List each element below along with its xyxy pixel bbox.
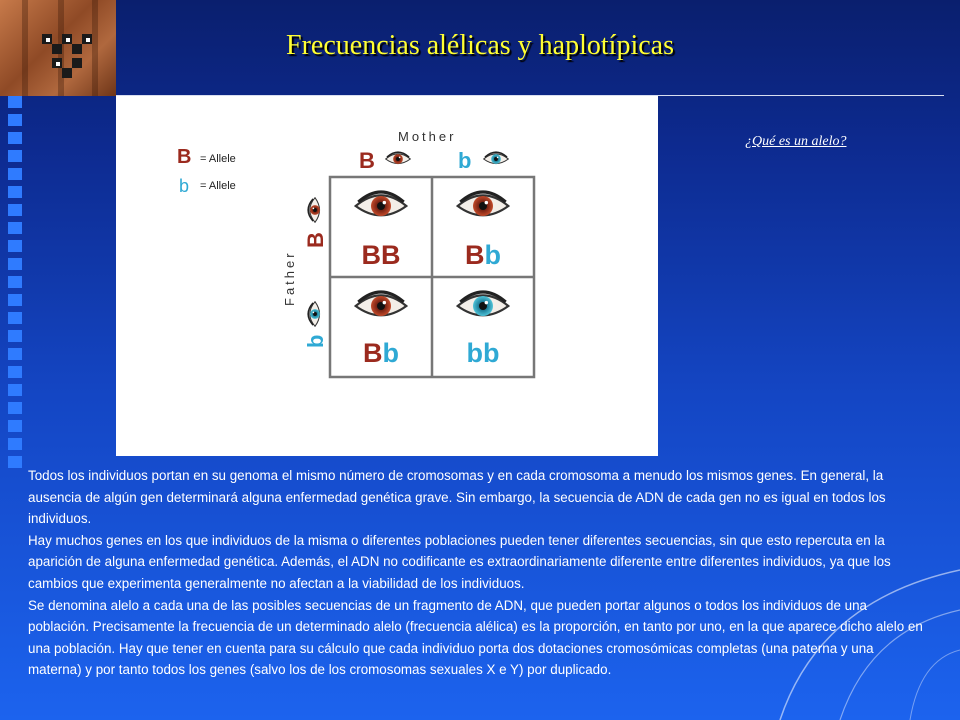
legend-recessive-text: = Allele bbox=[200, 180, 236, 192]
body-paragraph: Todos los individuos portan en su genoma el mismo número de cromosomas y en cada cromosoma a menudo los mismos genes. En general, la ausencia de algún gen determinará alguna enfermedad genética grave. Sin embargo, la secuencia de ADN de cada gen no es igual en todos los individuos. bbox=[28, 468, 886, 527]
cell-Bb-bottom bbox=[356, 292, 407, 368]
slide-title: Frecuencias alélicas y haplotípicas bbox=[286, 30, 674, 61]
side-square bbox=[8, 258, 22, 270]
punnett-square-diagram bbox=[116, 96, 658, 456]
side-square bbox=[8, 456, 22, 468]
mother-blue-eye-icon bbox=[484, 152, 509, 164]
university-logo bbox=[0, 0, 116, 96]
father-label: Father bbox=[282, 250, 297, 306]
cell-BB bbox=[356, 192, 407, 270]
side-square bbox=[8, 96, 22, 108]
father-allele-dominant: B bbox=[303, 232, 328, 248]
body-paragraph: Se denomina alelo a cada una de las posibles secuencias de un fragmento de ADN, que pueden portar algunos o todos los individuos de una población. Precisamente la frecuencia de un determinado alelo (frecuencia alélica) es la proporción, en tanto por uno, en la que aparece dicho alelo en una población. Hay que tener en cuenta para su cálculo que cada individuo porta dos dotaciones cromosómicas completas (una paterna y una materna) y por tanto todos los genes (salvo los de los cromosomas sexuales X e Y) por duplicado. bbox=[28, 597, 923, 678]
father-brown-eye-icon bbox=[308, 198, 320, 223]
side-square bbox=[8, 240, 22, 252]
side-square bbox=[8, 420, 22, 432]
side-square bbox=[8, 348, 22, 360]
side-square bbox=[8, 438, 22, 450]
legend-dominant-symbol: B bbox=[177, 146, 192, 168]
svg-text:Bb: Bb bbox=[465, 240, 501, 270]
cell-bb bbox=[458, 292, 509, 368]
legend-dominant-text: = Allele bbox=[200, 153, 236, 165]
legend-recessive-symbol: b bbox=[179, 176, 190, 196]
side-square bbox=[8, 150, 22, 162]
mother-brown-eye-icon bbox=[386, 152, 411, 164]
mother-label: Mother bbox=[398, 129, 457, 144]
brown-eye-icon bbox=[458, 192, 509, 216]
body-paragraph: Hay muchos genes en los que individuos de la misma o diferentes poblaciones pueden tener diferentes secuencias, sin que esto repercuta en la aparición de alguna enfermedad genética. Además, el ADN no codificante es extraordinariamente diferente entre diferentes individuos, ya que los cambios que experimenta generalmente no afectan a la viabilidad de los individuos. bbox=[28, 532, 891, 591]
logo-emblem-icon bbox=[0, 0, 116, 96]
side-square bbox=[8, 294, 22, 306]
mother-allele-recessive: b bbox=[458, 148, 472, 173]
side-square bbox=[8, 402, 22, 414]
svg-text:BB: BB bbox=[361, 240, 401, 270]
side-square bbox=[8, 312, 22, 324]
what-is-allele-link[interactable]: ¿Qué es un alelo? bbox=[745, 134, 847, 149]
svg-text:bb: bb bbox=[466, 338, 500, 368]
side-square bbox=[8, 168, 22, 180]
brown-eye-icon bbox=[356, 292, 407, 316]
side-square bbox=[8, 114, 22, 126]
side-square bbox=[8, 276, 22, 288]
side-square bbox=[8, 366, 22, 378]
father-blue-eye-icon bbox=[308, 302, 320, 327]
side-square bbox=[8, 132, 22, 144]
decorative-swoosh bbox=[760, 560, 960, 720]
side-decoration bbox=[8, 96, 26, 476]
side-square bbox=[8, 330, 22, 342]
cell-Bb-top bbox=[458, 192, 509, 270]
side-square bbox=[8, 222, 22, 234]
side-square bbox=[8, 204, 22, 216]
father-allele-recessive: b bbox=[303, 334, 328, 348]
blue-eye-icon bbox=[458, 292, 509, 316]
punnett-square-figure bbox=[116, 96, 658, 456]
mother-allele-dominant: B bbox=[359, 148, 375, 173]
side-square bbox=[8, 186, 22, 198]
svg-text:Bb: Bb bbox=[363, 338, 399, 368]
brown-eye-icon bbox=[356, 192, 407, 216]
side-square bbox=[8, 384, 22, 396]
